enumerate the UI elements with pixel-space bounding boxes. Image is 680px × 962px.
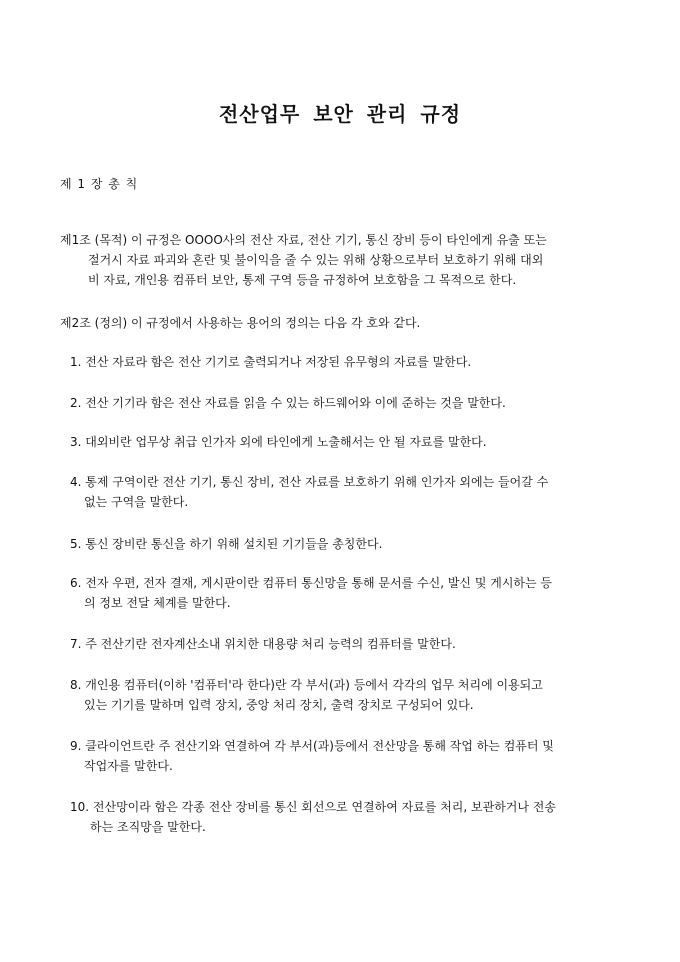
definition-item-2 (70, 393, 622, 413)
article-2 (60, 313, 622, 333)
item-continuation: 의 정보 전달 체계를 말한다. (84, 596, 231, 610)
item-text: 3. 대외비란 업무상 취급 인가자 외에 타인에게 노출해서는 안 될 자료를 말한다. (70, 435, 487, 449)
item-text: 8. 개인용 컴퓨터(이하 '컴퓨터'라 한다)란 각 부서(과) 등에서 각각의 업무 처리에 이용되고 (70, 678, 543, 692)
chapter-heading: 제 1 장 총 칙 (60, 177, 138, 191)
item-text: 9. 클라이언트란 주 전산기와 연결하여 각 부서(과)등에서 전산망을 통해 작업 하는 컴퓨터 및 (70, 739, 554, 753)
item-text: 4. 통제 구역이란 전산 기기, 통신 장비, 전산 자료를 보호하기 위해 인가자 외에는 들어갈 수 (70, 475, 549, 489)
definition-item-6 (70, 573, 622, 613)
item-text: 7. 주 전산기란 전자계산소내 위치한 대용량 처리 능력의 컴퓨터를 말한다. (70, 637, 456, 651)
item-text: 1. 전산 자료라 함은 전산 기기로 출력되거나 저장된 유무형의 자료를 말한다. (70, 355, 472, 369)
article-lead: 제1조 (목적) 이 규정은 OOOO사의 전산 자료, 전산 기기, 통신 장비 등이 타인에게 유출 또는 (60, 233, 547, 247)
article-1 (60, 230, 622, 290)
definition-item-7 (70, 634, 622, 654)
definition-item-10 (70, 797, 622, 837)
definition-item-5 (70, 534, 622, 554)
article-continuation: 비 자료, 개인용 컴퓨터 보안, 통제 구역 등을 규정하여 보호함을 그 목적으로 한다. (88, 273, 517, 287)
item-continuation: 작업자를 말한다. (84, 759, 173, 773)
definition-item-9 (70, 736, 622, 776)
item-text: 2. 전산 기기라 함은 전산 자료를 읽을 수 있는 하드웨어와 이에 준하는 것을 말한다. (70, 396, 506, 410)
item-continuation: 있는 기기를 말하며 입력 장치, 중앙 처리 장치, 출력 장치로 구성되어 있다. (84, 698, 474, 712)
item-continuation: 없는 구역을 말한다. (84, 495, 189, 509)
item-text: 10. 전산망이라 함은 각종 전산 장비를 통신 회선으로 연결하여 자료를 처리, 보관하거나 전송 (70, 800, 556, 814)
item-continuation: 하는 조직망을 말한다. (90, 820, 206, 834)
document-title: 전산업무 보안 관리 규정 (218, 102, 462, 126)
article-continuation: 절거시 자료 파괴와 혼란 및 불이익을 줄 수 있는 위해 상황으로부터 보호하기 위해 대외 (88, 253, 544, 267)
definition-item-4 (70, 472, 622, 512)
definition-item-1 (70, 352, 622, 372)
definition-item-8 (70, 675, 622, 715)
article-lead: 제2조 (정의) 이 규정에서 사용하는 용어의 정의는 다음 각 호와 같다. (60, 316, 421, 330)
item-text: 6. 전자 우편, 전자 결재, 게시판이란 컴퓨터 통신망을 통해 문서를 수신, 발신 및 게시하는 등 (70, 576, 553, 590)
item-text: 5. 통신 장비란 통신을 하기 위해 설치된 기기들을 총칭한다. (70, 537, 383, 551)
definition-item-3 (70, 432, 622, 452)
